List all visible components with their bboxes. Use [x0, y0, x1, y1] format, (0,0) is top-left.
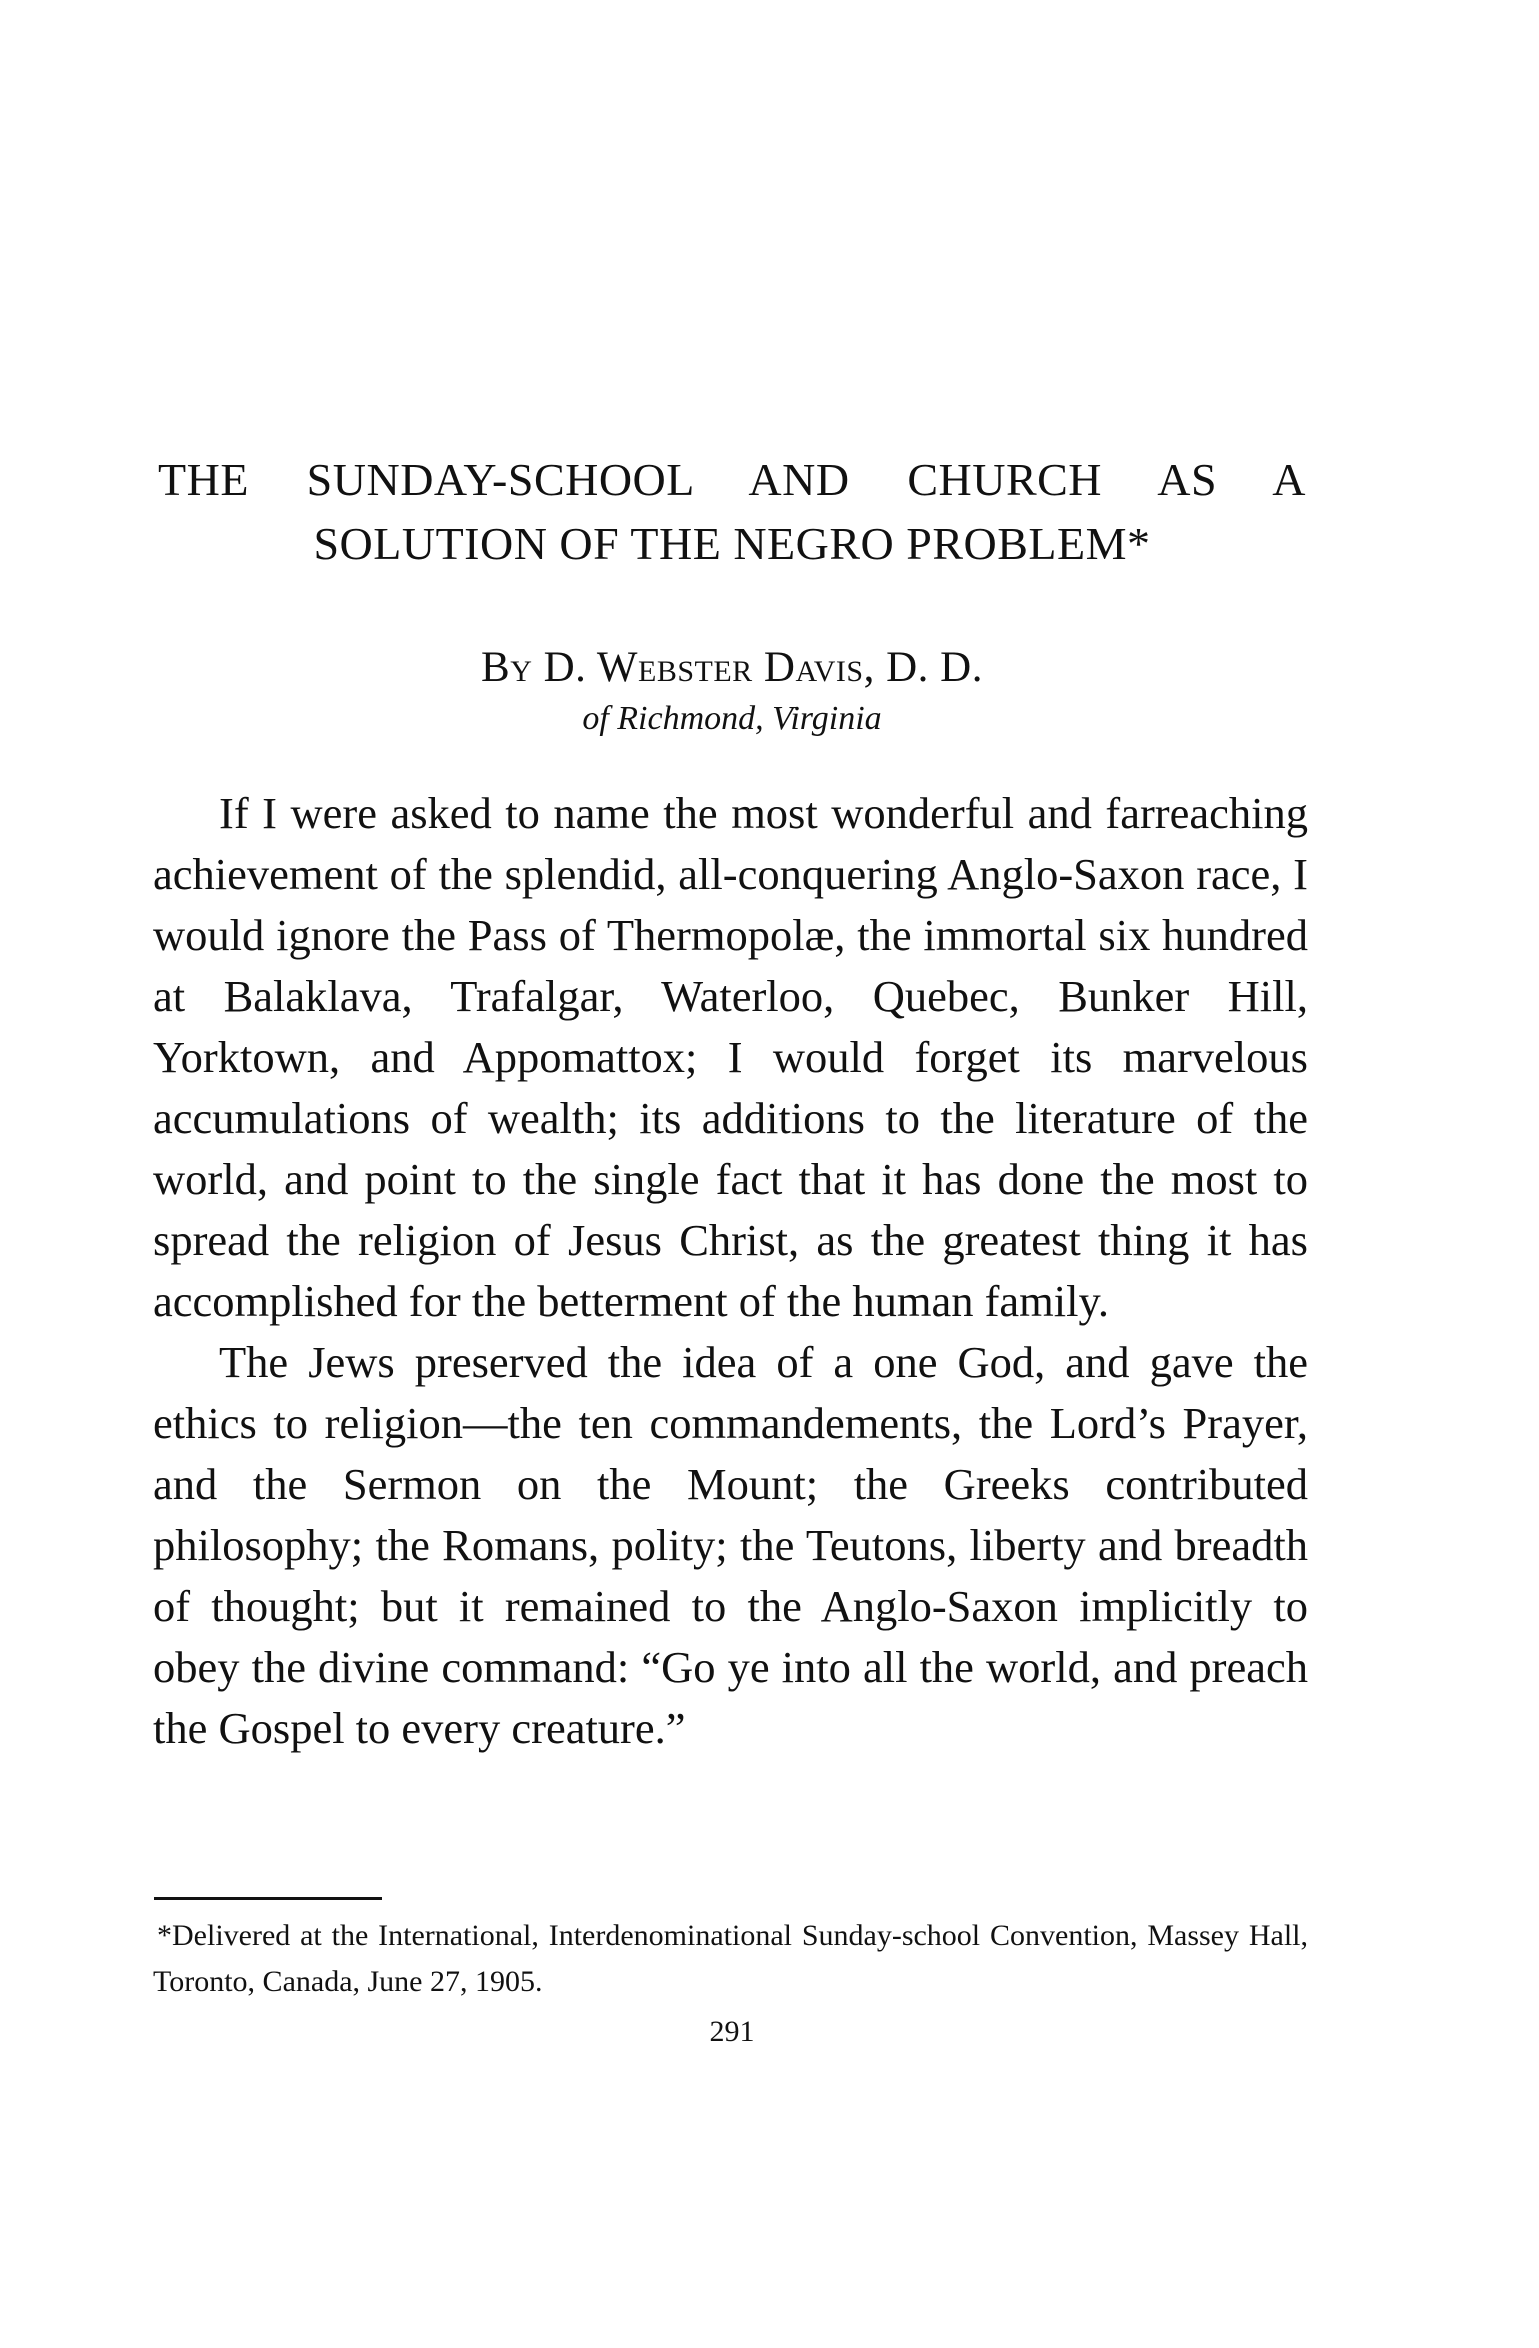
- author-affiliation: of Richmond, Virginia: [582, 700, 882, 737]
- author-byline: By D. Webster Davis, D. D.: [481, 644, 983, 691]
- page-number: 291: [709, 2015, 755, 2048]
- body-paragraph-1: If I were asked to name the most wonderful and farreaching achievement of the splendid, all-conquering Anglo-Saxon race, I would ignore the Pass of Thermopolæ, the immortal six hundred at Balaklava, Trafalgar, Waterloo, Quebec, Bunker Hill, Yorktown, and Appomattox; I would forget its marvelous accumulations of wealth; its additions to the literature of the world, and point to the single fact that it has done the most to spread the religion of Jesus Christ, as the greatest thing it has accomplished for the betterment of the human family.: [153, 788, 1308, 1326]
- body-paragraph-2: The Jews preserved the idea of a one God, and gave the ethics to religion—the ten commandements, the Lord’s Prayer, and the Sermon on the Mount; the Greeks contributed philosophy; the Romans, polity; the Teutons, liberty and breadth of thought; but it remained to the Anglo-Saxon implicitly to obey the divine command: “Go ye into all the world, and preach the Gospel to every creature.”: [153, 1337, 1308, 1753]
- article-body: [153, 783, 1308, 1759]
- article-title: [158, 448, 1306, 576]
- footnote: *Delivered at the International, Interdenominational Sunday-school Convention, Massey Hall, Toronto, Canada, June 27, 1905.: [153, 1919, 1308, 1998]
- title-line-1: THE SUNDAY-SCHOOL AND CHURCH AS A: [158, 454, 1306, 505]
- footnote-divider: [154, 1897, 382, 1900]
- title-line-2: SOLUTION OF THE NEGRO PROBLEM*: [313, 518, 1151, 569]
